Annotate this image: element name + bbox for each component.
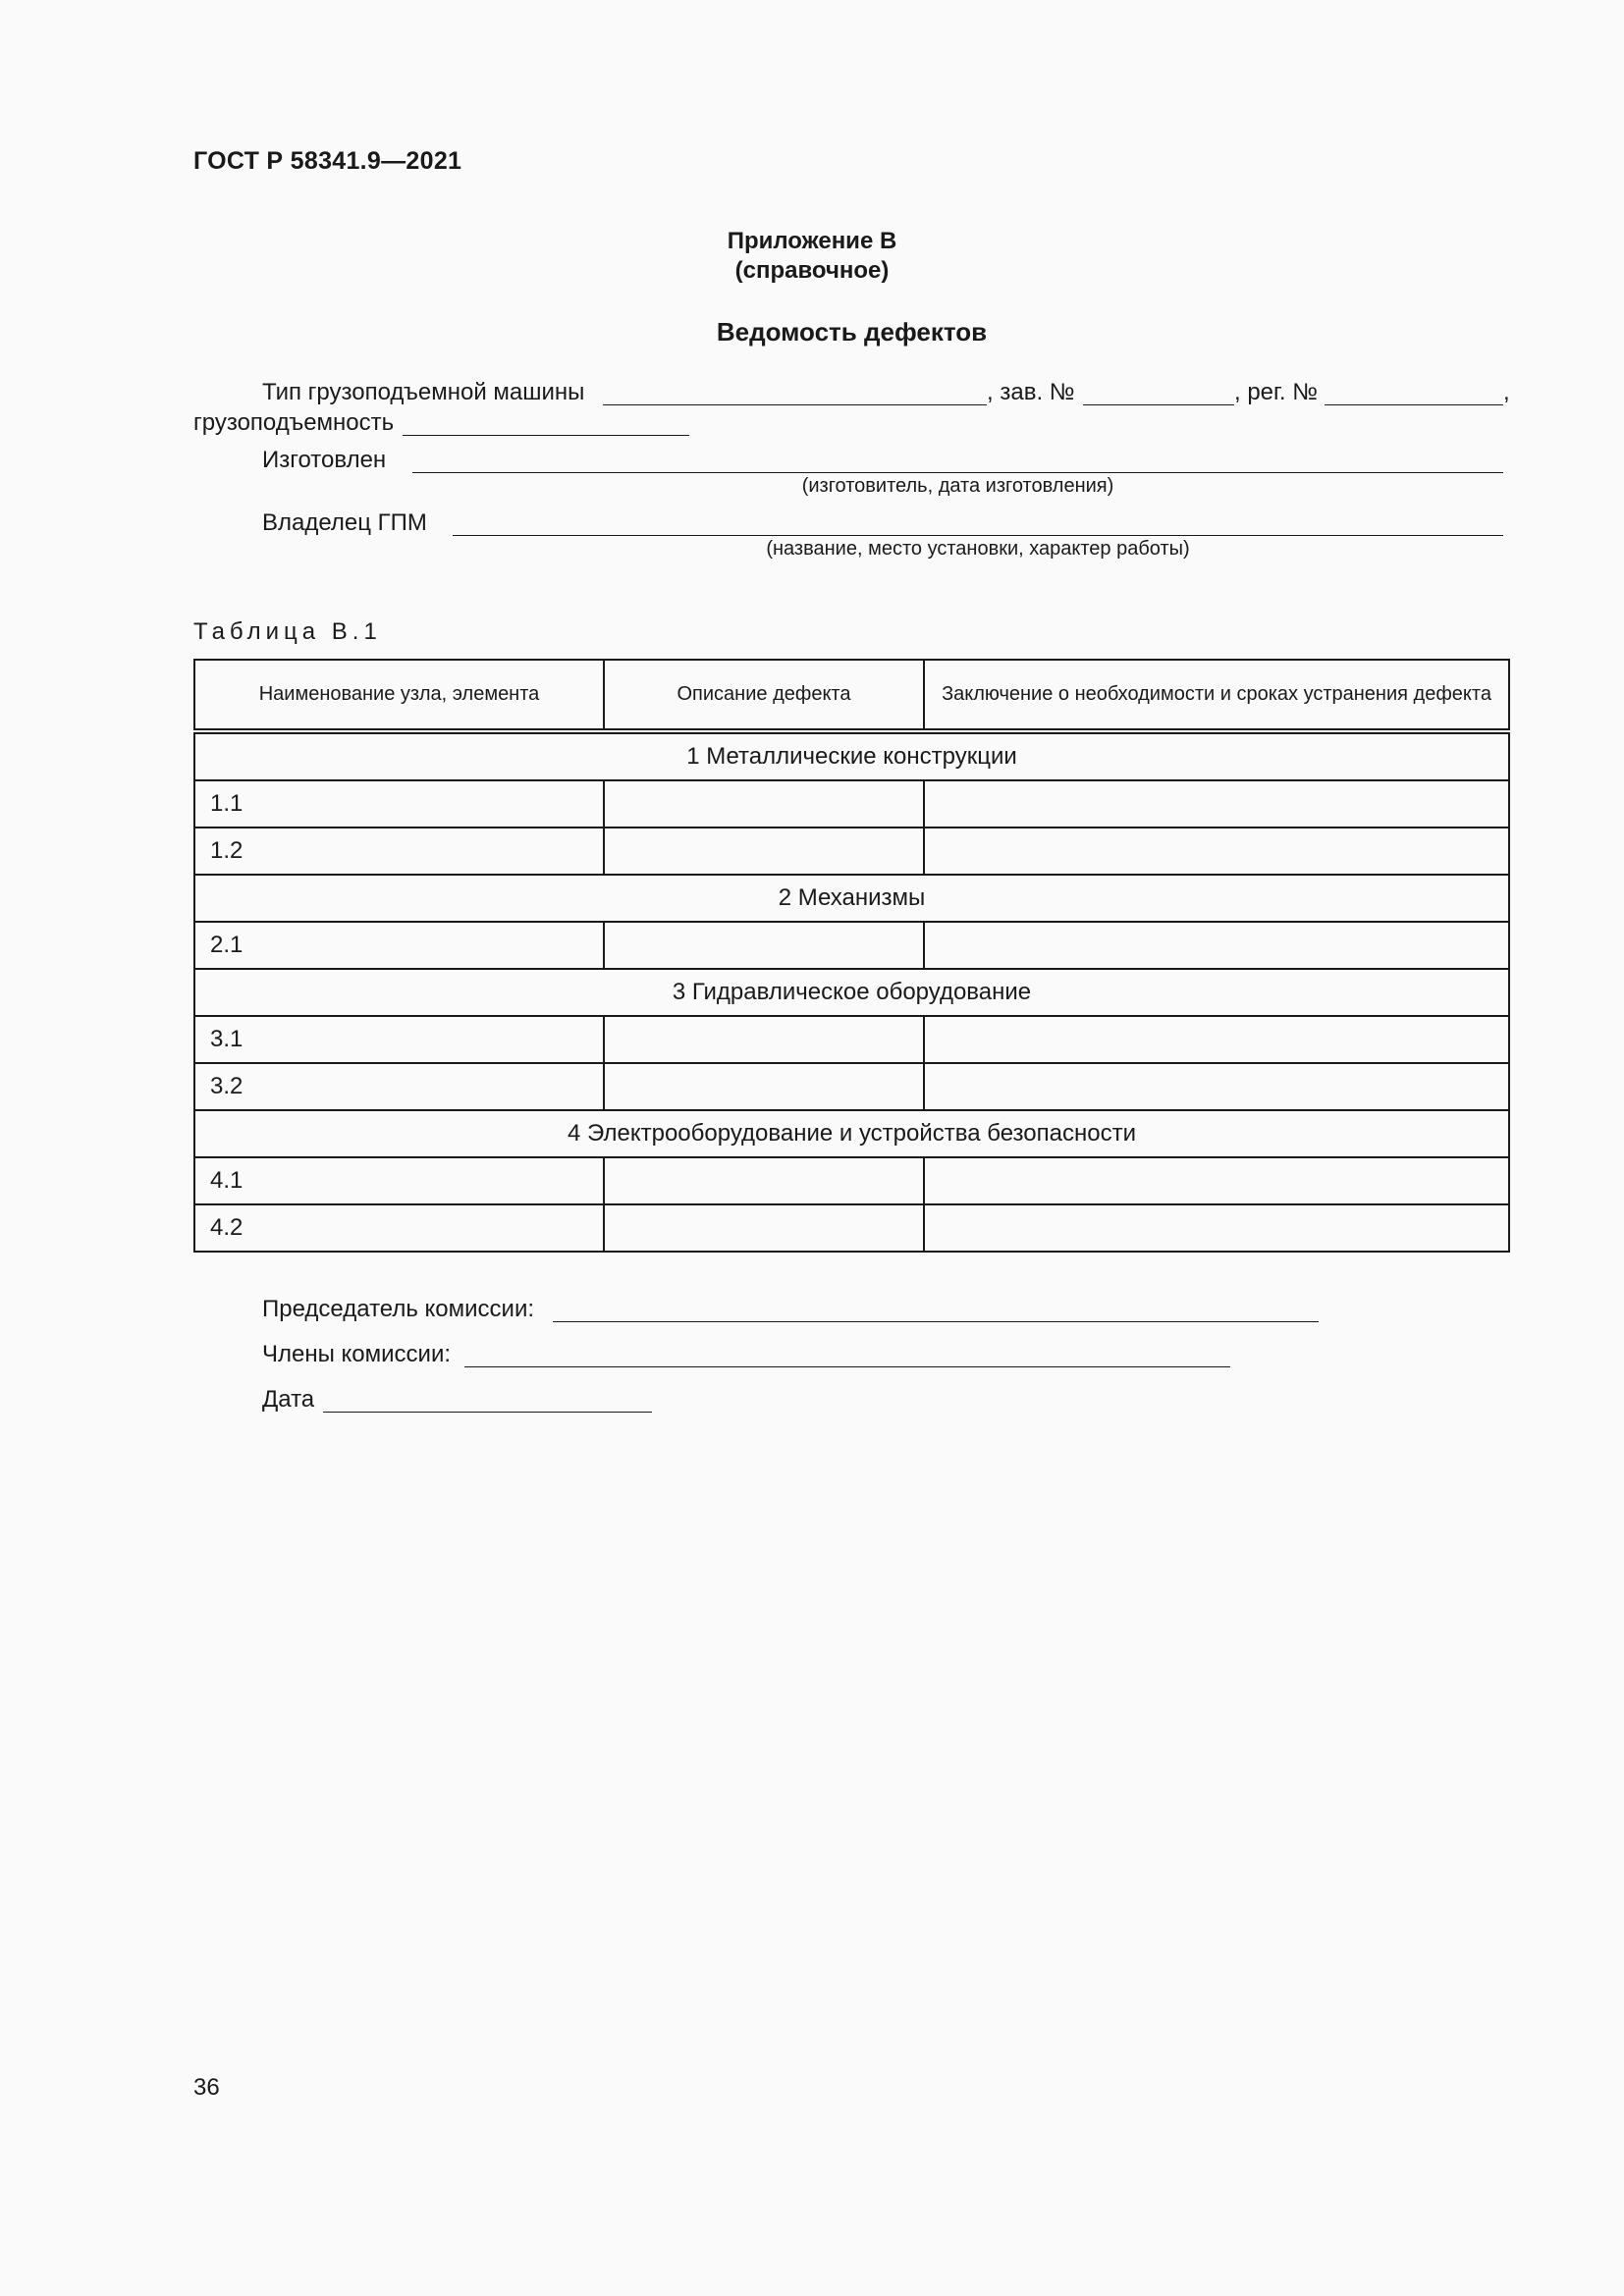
page-number: 36: [193, 2074, 220, 2101]
defect-description-cell[interactable]: [604, 780, 924, 828]
conclusion-cell[interactable]: [924, 1016, 1509, 1063]
table-row: [194, 1157, 1509, 1204]
manufactured-caption: (изготовитель, дата изготовления): [801, 475, 1114, 497]
chairman-field[interactable]: [553, 1321, 1319, 1322]
members-field[interactable]: [464, 1366, 1230, 1367]
document-code: ГОСТ Р 58341.9—2021: [193, 147, 462, 175]
defect-description-cell[interactable]: [604, 1016, 924, 1063]
section-title: 3 Гидравлическое оборудование: [194, 969, 1509, 1016]
conclusion-cell[interactable]: [924, 1204, 1509, 1252]
document-title: Ведомость дефектов: [716, 317, 988, 347]
capacity-label: грузоподъемность: [193, 409, 395, 436]
row-number: 1.2: [194, 828, 604, 875]
section-title: 1 Металлические конструкции: [194, 731, 1509, 780]
reg-number-field[interactable]: [1325, 404, 1503, 405]
date-field[interactable]: [323, 1412, 652, 1413]
row-number: 4.1: [194, 1157, 604, 1204]
section-row: [194, 875, 1509, 922]
row-number: 3.2: [194, 1063, 604, 1110]
manufactured-label: Изготовлен: [262, 447, 387, 473]
owner-label: Владелец ГПМ: [262, 509, 427, 536]
defect-description-cell[interactable]: [604, 1063, 924, 1110]
table-header-row: [194, 660, 1509, 731]
header-defect-description: Описание дефекта: [604, 660, 924, 731]
table-row: [194, 1204, 1509, 1252]
defect-description-cell[interactable]: [604, 922, 924, 969]
header-element-name: Наименование узла, элемента: [194, 660, 604, 731]
section-row: [194, 1110, 1509, 1157]
row-number: 2.1: [194, 922, 604, 969]
table-row: [194, 780, 1509, 828]
defects-table: [193, 659, 1508, 1253]
conclusion-cell[interactable]: [924, 828, 1509, 875]
appendix-title: Приложение В: [727, 228, 897, 254]
row-number: 3.1: [194, 1016, 604, 1063]
conclusion-cell[interactable]: [924, 922, 1509, 969]
table-row: [194, 1063, 1509, 1110]
machine-type-field[interactable]: [603, 404, 987, 405]
table-row: [194, 922, 1509, 969]
machine-type-label: Тип грузоподъемной машины: [262, 379, 585, 405]
defect-description-cell[interactable]: [604, 1157, 924, 1204]
capacity-field[interactable]: [403, 435, 689, 436]
conclusion-cell[interactable]: [924, 1157, 1509, 1204]
manufactured-field[interactable]: [412, 472, 1503, 473]
section-title: 2 Механизмы: [194, 875, 1509, 922]
defect-description-cell[interactable]: [604, 828, 924, 875]
conclusion-cell[interactable]: [924, 780, 1509, 828]
trailing-comma: ,: [1503, 379, 1510, 405]
section-row: [194, 969, 1509, 1016]
table-caption: Таблица В.1: [193, 618, 382, 645]
header-conclusion: Заключение о необходимости и сроках устранения дефекта: [924, 660, 1509, 731]
owner-caption: (название, место установки, характер работы): [766, 538, 1190, 560]
reg-number-label: , рег. №: [1234, 379, 1318, 405]
members-label: Члены комиссии:: [262, 1341, 452, 1367]
row-number: 4.2: [194, 1204, 604, 1252]
date-label: Дата: [262, 1386, 315, 1413]
section-title: 4 Электрооборудование и устройства безопасности: [194, 1110, 1509, 1157]
chairman-label: Председатель комиссии:: [262, 1296, 535, 1322]
table-row: [194, 1016, 1509, 1063]
appendix-subtitle: (справочное): [734, 257, 890, 284]
defect-description-cell[interactable]: [604, 1204, 924, 1252]
section-row: [194, 731, 1509, 780]
conclusion-cell[interactable]: [924, 1063, 1509, 1110]
row-number: 1.1: [194, 780, 604, 828]
serial-number-field[interactable]: [1083, 404, 1234, 405]
table-row: [194, 828, 1509, 875]
serial-number-label: , зав. №: [987, 379, 1075, 405]
owner-field[interactable]: [453, 535, 1503, 536]
